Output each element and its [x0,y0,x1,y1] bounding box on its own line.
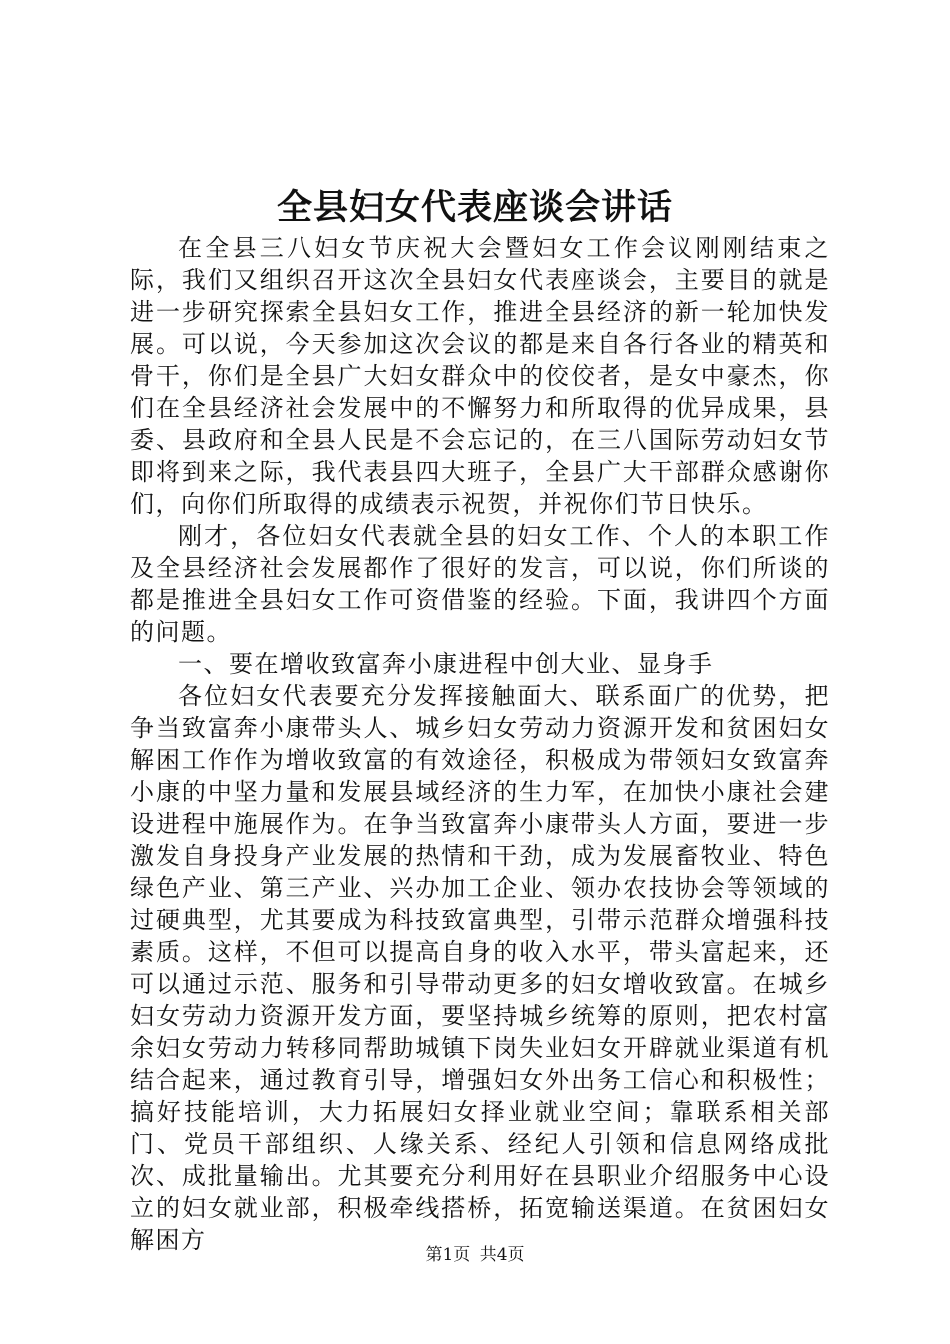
intro-paragraph: 在全县三八妇女节庆祝大会暨妇女工作会议刚刚结束之际，我们又组织召开这次全县妇女代表座谈会，主要目的就是进一步研究探索全县妇女工作，推进全县经济的新一轮加快发展。可以说，今天参加这次会议的都是来自各行各业的精英和骨干，你们是全县广大妇女群众中的佼佼者，是女中豪杰，你们在全县经济社会发展中的不懈努力和所取得的优异成果，县委、县政府和全县人民是不会忘记的，在三八国际劳动妇女节即将到来之际，我代表县四大班子，全县广大干部群众感谢你们，向你们所取得的成绩表示祝贺，并祝你们节日快乐。 [130,234,830,518]
page-footer [0,1244,950,1266]
section-paragraph: 各位妇女代表要充分发挥接触面大、联系面广的优势，把争当致富奔小康带头人、城乡妇女劳动力资源开发和贫困妇女解困工作作为增收致富的有效途径，积极成为带领妇女致富奔小康的中坚力量和发展县域经济的生力军，在加快小康社会建设进程中施展作为。在争当致富奔小康带头人方面，要进一步激发自身投身产业发展的热情和干劲，成为发展畜牧业、特色绿色产业、第三产业、兴办加工企业、领办农技协会等领域的过硬典型，尤其要成为科技致富典型，引带示范群众增强科技素质。这样，不但可以提高自身的收入水平，带头富起来，还可以通过示范、服务和引导带动更多的妇女增收致富。在城乡妇女劳动力资源开发方面，要坚持城乡统筹的原则，把农村富余妇女劳动力转移同帮助城镇下岗失业妇女开辟就业渠道有机结合起来，通过教育引导，增强妇女外出务工信心和积极性；搞好技能培训，大力拓展妇女择业就业空间；靠联系相关部门、党员干部组织、人缘关系、经纪人引领和信息网络成批次、成批量输出。尤其要充分利用好在县职业介绍服务中心设立的妇女就业部，积极牵线搭桥，拓宽输送渠道。在贫困妇女解困方 [130,682,830,1254]
page-total: 共4页 [479,1245,525,1265]
document-title: 全县妇女代表座谈会讲话 [276,187,673,228]
page-number: 第1页 [425,1245,471,1265]
transition-paragraph: 刚才，各位妇女代表就全县的妇女工作、个人的本职工作及全县经济社会发展都作了很好的发言，可以说，你们所谈的都是推进全县妇女工作可资借鉴的经验。下面，我讲四个方面的问题。 [130,522,830,646]
section-heading: 一、要在增收致富奔小康进程中创大业、显身手 [178,650,714,678]
document-body [130,232,830,1256]
